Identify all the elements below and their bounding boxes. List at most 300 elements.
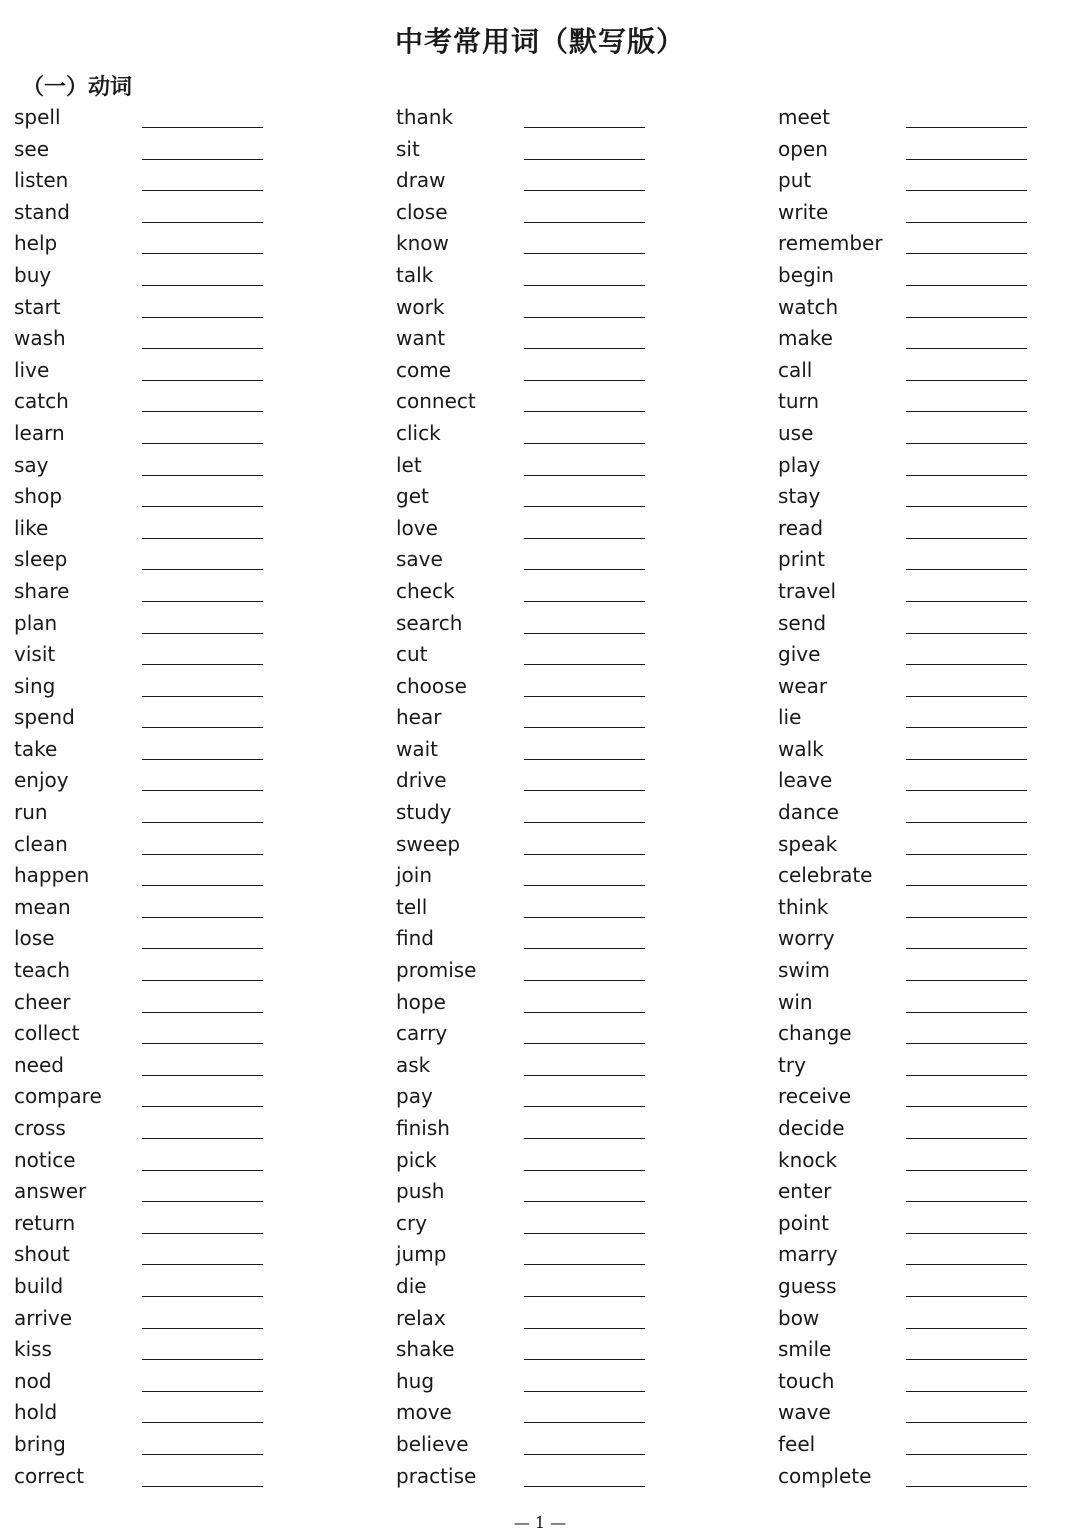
answer-blank[interactable] bbox=[524, 380, 645, 381]
word-label: touch bbox=[778, 1368, 835, 1393]
word-row bbox=[396, 797, 726, 829]
answer-blank[interactable] bbox=[906, 854, 1027, 855]
word-row bbox=[778, 323, 1080, 355]
word-row bbox=[14, 1461, 344, 1493]
answer-blank[interactable] bbox=[142, 1012, 263, 1013]
word-label: share bbox=[14, 578, 70, 603]
page-number: — 1 — bbox=[513, 1513, 567, 1532]
page-title: 中考常用词（默写版） bbox=[394, 25, 685, 58]
answer-blank[interactable] bbox=[906, 348, 1027, 349]
word-label: kiss bbox=[14, 1337, 52, 1362]
word-label: nod bbox=[14, 1368, 52, 1393]
answer-blank[interactable] bbox=[524, 506, 645, 507]
answer-blank[interactable] bbox=[524, 790, 645, 791]
answer-blank[interactable] bbox=[906, 411, 1027, 412]
answer-blank[interactable] bbox=[142, 917, 263, 918]
word-label: choose bbox=[396, 673, 467, 698]
answer-blank[interactable] bbox=[906, 1201, 1027, 1202]
answer-blank[interactable] bbox=[524, 253, 645, 254]
answer-blank[interactable] bbox=[524, 1075, 645, 1076]
word-row bbox=[14, 576, 344, 608]
answer-blank[interactable] bbox=[906, 1012, 1027, 1013]
answer-blank[interactable] bbox=[524, 159, 645, 160]
word-label: happen bbox=[14, 863, 90, 888]
word-label: knock bbox=[778, 1147, 838, 1172]
answer-blank[interactable] bbox=[524, 1264, 645, 1265]
word-label: stand bbox=[14, 199, 70, 224]
word-row bbox=[778, 1429, 1080, 1461]
word-row bbox=[778, 386, 1080, 418]
word-row bbox=[14, 418, 344, 450]
answer-blank[interactable] bbox=[906, 790, 1027, 791]
answer-blank[interactable] bbox=[142, 790, 263, 791]
word-row bbox=[778, 608, 1080, 640]
word-row bbox=[778, 576, 1080, 608]
word-row bbox=[396, 355, 726, 387]
word-row bbox=[778, 1334, 1080, 1366]
word-label: teach bbox=[14, 958, 71, 983]
word-row bbox=[14, 892, 344, 924]
answer-blank[interactable] bbox=[142, 1359, 263, 1360]
answer-blank[interactable] bbox=[142, 1391, 263, 1392]
answer-blank[interactable] bbox=[906, 222, 1027, 223]
answer-blank[interactable] bbox=[142, 475, 263, 476]
word-label: join bbox=[396, 863, 433, 888]
answer-blank[interactable] bbox=[906, 190, 1027, 191]
answer-blank[interactable] bbox=[142, 1075, 263, 1076]
answer-blank[interactable] bbox=[524, 569, 645, 570]
word-label: build bbox=[14, 1273, 64, 1298]
answer-blank[interactable] bbox=[142, 1233, 263, 1234]
word-label: wash bbox=[14, 326, 66, 351]
answer-blank[interactable] bbox=[906, 317, 1027, 318]
word-label: plan bbox=[14, 610, 58, 635]
word-label: answer bbox=[14, 1179, 87, 1204]
answer-blank[interactable] bbox=[524, 1201, 645, 1202]
word-label: save bbox=[396, 547, 443, 572]
answer-blank[interactable] bbox=[524, 1422, 645, 1423]
word-label: send bbox=[778, 610, 827, 635]
answer-blank[interactable] bbox=[906, 885, 1027, 886]
word-label: arrive bbox=[14, 1305, 73, 1330]
answer-blank[interactable] bbox=[524, 190, 645, 191]
answer-blank[interactable] bbox=[906, 1106, 1027, 1107]
answer-blank[interactable] bbox=[524, 538, 645, 539]
word-row bbox=[778, 1050, 1080, 1082]
answer-blank[interactable] bbox=[142, 948, 263, 949]
word-label: give bbox=[778, 642, 821, 667]
word-row bbox=[778, 1113, 1080, 1145]
word-row bbox=[778, 355, 1080, 387]
word-row bbox=[14, 797, 344, 829]
word-row bbox=[14, 1239, 344, 1271]
answer-blank[interactable] bbox=[142, 1106, 263, 1107]
word-label: search bbox=[396, 610, 463, 635]
word-row bbox=[14, 955, 344, 987]
answer-blank[interactable] bbox=[906, 1043, 1027, 1044]
word-label: make bbox=[778, 326, 833, 351]
word-row bbox=[778, 1176, 1080, 1208]
answer-blank[interactable] bbox=[524, 1106, 645, 1107]
word-row bbox=[396, 1271, 726, 1303]
word-row bbox=[778, 418, 1080, 450]
word-label: want bbox=[396, 326, 446, 351]
word-row bbox=[396, 639, 726, 671]
word-row bbox=[396, 608, 726, 640]
answer-blank[interactable] bbox=[906, 1328, 1027, 1329]
word-label: remember bbox=[778, 231, 883, 256]
answer-blank[interactable] bbox=[142, 759, 263, 760]
answer-blank[interactable] bbox=[524, 948, 645, 949]
word-row bbox=[14, 165, 344, 197]
word-label: visit bbox=[14, 642, 56, 667]
answer-blank[interactable] bbox=[524, 222, 645, 223]
word-row bbox=[14, 829, 344, 861]
word-label: tell bbox=[396, 894, 428, 919]
answer-blank[interactable] bbox=[906, 475, 1027, 476]
word-row bbox=[396, 323, 726, 355]
word-row bbox=[778, 860, 1080, 892]
answer-blank[interactable] bbox=[906, 1391, 1027, 1392]
answer-blank[interactable] bbox=[524, 1328, 645, 1329]
answer-blank[interactable] bbox=[906, 759, 1027, 760]
word-row bbox=[396, 1208, 726, 1240]
word-row bbox=[14, 765, 344, 797]
answer-blank[interactable] bbox=[142, 1422, 263, 1423]
word-row bbox=[14, 923, 344, 955]
word-row bbox=[396, 450, 726, 482]
word-label: hug bbox=[396, 1368, 435, 1393]
answer-blank[interactable] bbox=[906, 253, 1027, 254]
answer-blank[interactable] bbox=[524, 1233, 645, 1234]
answer-blank[interactable] bbox=[524, 759, 645, 760]
word-row bbox=[14, 355, 344, 387]
word-label: correct bbox=[14, 1463, 85, 1488]
word-row bbox=[778, 1366, 1080, 1398]
word-label: close bbox=[396, 199, 448, 224]
word-label: connect bbox=[396, 389, 476, 414]
word-row bbox=[14, 481, 344, 513]
word-row bbox=[396, 765, 726, 797]
word-row bbox=[778, 1239, 1080, 1271]
answer-blank[interactable] bbox=[142, 348, 263, 349]
answer-blank[interactable] bbox=[906, 1264, 1027, 1265]
answer-blank[interactable] bbox=[906, 569, 1027, 570]
word-row bbox=[396, 1081, 726, 1113]
answer-blank[interactable] bbox=[906, 633, 1027, 634]
word-label: swim bbox=[778, 958, 830, 983]
word-row bbox=[14, 1081, 344, 1113]
answer-blank[interactable] bbox=[142, 885, 263, 886]
answer-blank[interactable] bbox=[142, 127, 263, 128]
answer-blank[interactable] bbox=[906, 538, 1027, 539]
word-row bbox=[396, 197, 726, 229]
word-row bbox=[14, 608, 344, 640]
word-row bbox=[14, 197, 344, 229]
answer-blank[interactable] bbox=[142, 1043, 263, 1044]
word-row bbox=[14, 1303, 344, 1335]
word-label: walk bbox=[778, 736, 824, 761]
word-row bbox=[778, 892, 1080, 924]
word-row bbox=[778, 639, 1080, 671]
word-row bbox=[14, 1050, 344, 1082]
word-row bbox=[396, 734, 726, 766]
word-label: study bbox=[396, 800, 452, 825]
word-label: put bbox=[778, 168, 812, 193]
word-row bbox=[778, 260, 1080, 292]
answer-blank[interactable] bbox=[142, 664, 263, 665]
word-row bbox=[778, 1145, 1080, 1177]
answer-blank[interactable] bbox=[906, 1454, 1027, 1455]
answer-blank[interactable] bbox=[524, 696, 645, 697]
word-row bbox=[778, 1461, 1080, 1493]
word-label: run bbox=[14, 800, 48, 825]
word-label: catch bbox=[14, 389, 69, 414]
word-row bbox=[396, 292, 726, 324]
answer-blank[interactable] bbox=[524, 127, 645, 128]
word-label: cry bbox=[396, 1210, 428, 1235]
word-row bbox=[396, 1461, 726, 1493]
answer-blank[interactable] bbox=[524, 917, 645, 918]
answer-blank[interactable] bbox=[524, 822, 645, 823]
answer-blank[interactable] bbox=[524, 317, 645, 318]
answer-blank[interactable] bbox=[142, 1264, 263, 1265]
word-row bbox=[778, 481, 1080, 513]
word-label: check bbox=[396, 578, 455, 603]
word-label: collect bbox=[14, 1021, 80, 1046]
answer-blank[interactable] bbox=[906, 1296, 1027, 1297]
section-title: （一）动词 bbox=[22, 74, 133, 100]
answer-blank[interactable] bbox=[906, 1233, 1027, 1234]
answer-blank[interactable] bbox=[906, 727, 1027, 728]
answer-blank[interactable] bbox=[142, 538, 263, 539]
word-label: celebrate bbox=[778, 863, 873, 888]
word-label: point bbox=[778, 1210, 830, 1235]
answer-blank[interactable] bbox=[524, 1359, 645, 1360]
answer-blank[interactable] bbox=[906, 127, 1027, 128]
answer-blank[interactable] bbox=[524, 475, 645, 476]
word-row bbox=[396, 418, 726, 450]
answer-blank[interactable] bbox=[906, 948, 1027, 949]
answer-blank[interactable] bbox=[524, 1043, 645, 1044]
word-row bbox=[778, 923, 1080, 955]
word-row bbox=[396, 260, 726, 292]
answer-blank[interactable] bbox=[524, 980, 645, 981]
answer-blank[interactable] bbox=[524, 854, 645, 855]
word-row bbox=[778, 734, 1080, 766]
answer-blank[interactable] bbox=[524, 411, 645, 412]
word-label: dance bbox=[778, 800, 839, 825]
word-label: smile bbox=[778, 1337, 832, 1362]
word-label: shop bbox=[14, 484, 63, 509]
answer-blank[interactable] bbox=[142, 222, 263, 223]
word-row bbox=[778, 671, 1080, 703]
word-row bbox=[396, 102, 726, 134]
word-label: meet bbox=[778, 105, 830, 129]
answer-blank[interactable] bbox=[142, 1486, 263, 1487]
word-label: use bbox=[778, 420, 814, 445]
word-row bbox=[14, 1208, 344, 1240]
answer-blank[interactable] bbox=[142, 633, 263, 634]
word-label: relax bbox=[396, 1305, 446, 1330]
word-row bbox=[396, 1176, 726, 1208]
word-row bbox=[778, 513, 1080, 545]
word-label: love bbox=[396, 515, 438, 540]
word-label: pay bbox=[396, 1084, 433, 1109]
answer-blank[interactable] bbox=[142, 822, 263, 823]
answer-blank[interactable] bbox=[142, 727, 263, 728]
answer-blank[interactable] bbox=[906, 1422, 1027, 1423]
word-label: turn bbox=[778, 389, 820, 414]
answer-blank[interactable] bbox=[142, 1170, 263, 1171]
answer-blank[interactable] bbox=[142, 285, 263, 286]
word-row bbox=[778, 1018, 1080, 1050]
word-row bbox=[14, 513, 344, 545]
answer-blank[interactable] bbox=[906, 980, 1027, 981]
word-row bbox=[396, 1050, 726, 1082]
word-row bbox=[14, 260, 344, 292]
word-row bbox=[778, 797, 1080, 829]
answer-blank[interactable] bbox=[906, 1359, 1027, 1360]
answer-blank[interactable] bbox=[906, 443, 1027, 444]
answer-blank[interactable] bbox=[906, 696, 1027, 697]
word-label: spell bbox=[14, 105, 61, 129]
answer-blank[interactable] bbox=[142, 159, 263, 160]
word-label: speak bbox=[778, 831, 838, 856]
answer-blank[interactable] bbox=[524, 1486, 645, 1487]
word-label: come bbox=[396, 357, 452, 382]
word-label: sweep bbox=[396, 831, 461, 856]
answer-blank[interactable] bbox=[142, 1138, 263, 1139]
word-label: enter bbox=[778, 1179, 832, 1204]
word-label: live bbox=[14, 357, 50, 382]
word-label: bow bbox=[778, 1305, 820, 1330]
answer-blank[interactable] bbox=[906, 506, 1027, 507]
answer-blank[interactable] bbox=[524, 727, 645, 728]
word-label: begin bbox=[778, 262, 834, 287]
answer-blank[interactable] bbox=[524, 348, 645, 349]
answer-blank[interactable] bbox=[142, 569, 263, 570]
answer-blank[interactable] bbox=[142, 1328, 263, 1329]
answer-blank[interactable] bbox=[142, 253, 263, 254]
word-row bbox=[778, 955, 1080, 987]
answer-blank[interactable] bbox=[524, 1012, 645, 1013]
word-label: clean bbox=[14, 831, 68, 856]
answer-blank[interactable] bbox=[142, 696, 263, 697]
answer-blank[interactable] bbox=[524, 1391, 645, 1392]
answer-blank[interactable] bbox=[142, 190, 263, 191]
word-row bbox=[396, 165, 726, 197]
answer-blank[interactable] bbox=[142, 506, 263, 507]
answer-blank[interactable] bbox=[524, 285, 645, 286]
word-label: shake bbox=[396, 1337, 455, 1362]
word-label: hope bbox=[396, 989, 446, 1014]
answer-blank[interactable] bbox=[142, 1454, 263, 1455]
answer-blank[interactable] bbox=[524, 601, 645, 602]
word-row bbox=[778, 1081, 1080, 1113]
answer-blank[interactable] bbox=[142, 980, 263, 981]
word-row bbox=[396, 860, 726, 892]
word-row bbox=[396, 1303, 726, 1335]
word-label: win bbox=[778, 989, 813, 1014]
answer-blank[interactable] bbox=[906, 917, 1027, 918]
answer-blank[interactable] bbox=[142, 317, 263, 318]
word-label: draw bbox=[396, 168, 446, 193]
answer-blank[interactable] bbox=[524, 1454, 645, 1455]
word-row bbox=[778, 544, 1080, 576]
answer-blank[interactable] bbox=[906, 1486, 1027, 1487]
word-row bbox=[14, 292, 344, 324]
answer-blank[interactable] bbox=[142, 601, 263, 602]
word-label: feel bbox=[778, 1431, 816, 1456]
word-row bbox=[396, 1397, 726, 1429]
word-row bbox=[396, 1113, 726, 1145]
word-label: say bbox=[14, 452, 49, 477]
answer-blank[interactable] bbox=[906, 380, 1027, 381]
word-row bbox=[396, 513, 726, 545]
answer-blank[interactable] bbox=[142, 1296, 263, 1297]
answer-blank[interactable] bbox=[524, 1296, 645, 1297]
answer-blank[interactable] bbox=[142, 443, 263, 444]
word-label: take bbox=[14, 736, 58, 761]
answer-blank[interactable] bbox=[906, 822, 1027, 823]
answer-blank[interactable] bbox=[906, 1075, 1027, 1076]
answer-blank[interactable] bbox=[906, 601, 1027, 602]
answer-blank[interactable] bbox=[906, 1138, 1027, 1139]
word-label: promise bbox=[396, 958, 477, 983]
word-label: believe bbox=[396, 1431, 469, 1456]
word-row bbox=[14, 734, 344, 766]
answer-blank[interactable] bbox=[524, 443, 645, 444]
word-row bbox=[778, 292, 1080, 324]
answer-blank[interactable] bbox=[906, 159, 1027, 160]
answer-blank[interactable] bbox=[906, 1170, 1027, 1171]
word-label: notice bbox=[14, 1147, 76, 1172]
word-label: hold bbox=[14, 1400, 58, 1425]
word-label: finish bbox=[396, 1116, 450, 1140]
word-label: die bbox=[396, 1273, 427, 1298]
answer-blank[interactable] bbox=[142, 1201, 263, 1202]
answer-blank[interactable] bbox=[524, 1170, 645, 1171]
word-row bbox=[778, 1397, 1080, 1429]
word-row bbox=[778, 1271, 1080, 1303]
word-label: start bbox=[14, 294, 61, 319]
answer-blank[interactable] bbox=[524, 633, 645, 634]
answer-blank[interactable] bbox=[524, 1138, 645, 1139]
word-label: need bbox=[14, 1052, 64, 1077]
word-row bbox=[14, 544, 344, 576]
word-label: find bbox=[396, 926, 434, 951]
word-label: leave bbox=[778, 768, 833, 793]
word-label: return bbox=[14, 1210, 76, 1235]
word-label: sleep bbox=[14, 547, 68, 572]
answer-blank[interactable] bbox=[906, 285, 1027, 286]
word-row bbox=[14, 102, 344, 134]
word-row bbox=[396, 702, 726, 734]
word-label: cut bbox=[396, 642, 428, 667]
answer-blank[interactable] bbox=[524, 885, 645, 886]
answer-blank[interactable] bbox=[906, 664, 1027, 665]
answer-blank[interactable] bbox=[142, 380, 263, 381]
answer-blank[interactable] bbox=[524, 664, 645, 665]
word-label: think bbox=[778, 894, 829, 919]
word-label: move bbox=[396, 1400, 452, 1425]
answer-blank[interactable] bbox=[142, 854, 263, 855]
word-row bbox=[778, 165, 1080, 197]
word-row bbox=[396, 134, 726, 166]
answer-blank[interactable] bbox=[142, 411, 263, 412]
word-row bbox=[14, 134, 344, 166]
